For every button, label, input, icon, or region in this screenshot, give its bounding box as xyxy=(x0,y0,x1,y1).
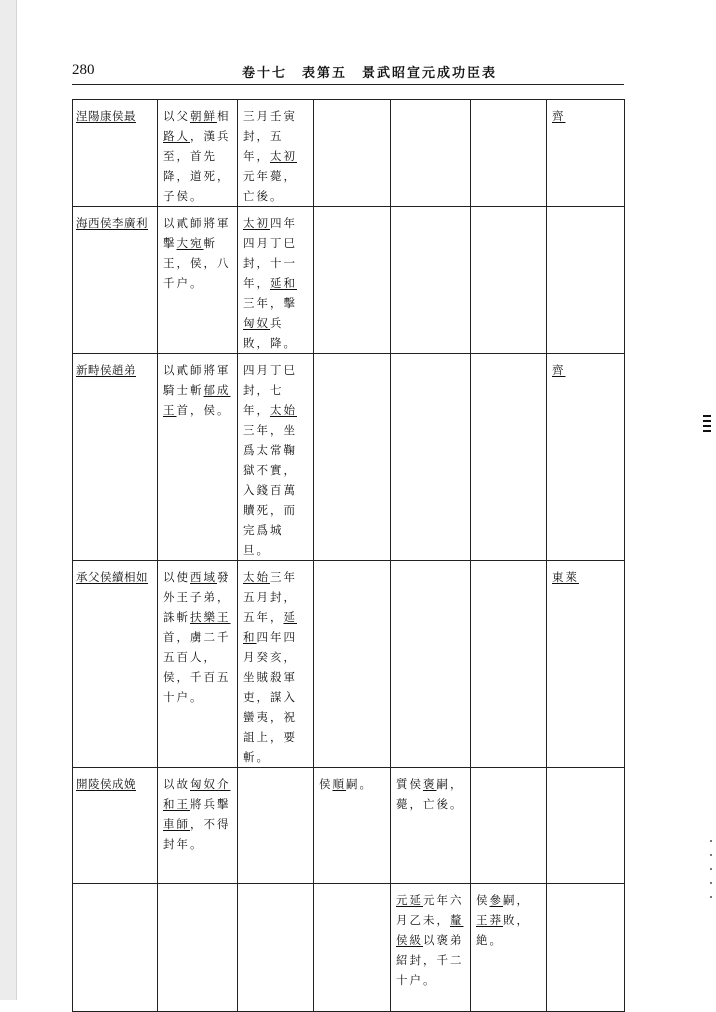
table-cell xyxy=(158,884,238,1012)
table-cell xyxy=(73,884,158,1012)
table-cell xyxy=(73,354,158,561)
cell-text: 敗，絶。 xyxy=(476,913,530,947)
cell-text: 以褒弟紹封，千二十户。 xyxy=(396,933,464,987)
table-body xyxy=(73,100,625,1012)
cell-text: 嗣。 xyxy=(346,777,373,791)
proper-noun: 郁成 xyxy=(203,383,231,397)
running-title: 卷十七 表第五 景武昭宣元成功臣表 xyxy=(242,66,498,81)
proper-noun: 涅陽康侯最 xyxy=(76,109,136,123)
table-cell xyxy=(391,100,471,207)
table-cell xyxy=(238,100,314,207)
table-cell xyxy=(238,354,314,561)
proper-noun: 路人 xyxy=(163,129,190,143)
header-rule xyxy=(72,84,624,85)
scan-edge-marks xyxy=(710,840,713,910)
table-row xyxy=(73,100,625,207)
cell-text: 斬王，侯，八千户。 xyxy=(163,236,231,290)
cell-text: 四年四月癸亥，坐賊殺軍吏，謀入蠻夷，祝詛上，要斬。 xyxy=(243,630,297,764)
nobility-table xyxy=(72,99,625,1012)
table-cell xyxy=(238,207,314,354)
proper-noun: 褒 xyxy=(423,777,437,791)
cell-text: 質侯 xyxy=(396,777,423,791)
table-cell xyxy=(158,768,238,884)
proper-noun: 齊 xyxy=(552,109,566,123)
table-cell xyxy=(547,884,625,1012)
table-cell xyxy=(391,354,471,561)
cell-text: 以貳師將軍擊 xyxy=(163,216,231,250)
table-cell xyxy=(158,100,238,207)
table-row xyxy=(73,354,625,561)
proper-noun: 介和王 xyxy=(163,777,231,811)
cell-text: 三月壬寅封，五年， xyxy=(243,109,297,163)
proper-noun: 大宛 xyxy=(176,236,204,250)
table-cell xyxy=(471,884,547,1012)
table-cell xyxy=(314,884,391,1012)
table-cell xyxy=(471,561,547,768)
proper-noun: 朝鮮 xyxy=(190,109,217,123)
cell-text: 三年五月封，五年， xyxy=(243,570,297,624)
proper-noun: 匈奴 xyxy=(243,316,270,330)
cell-text: 嗣， xyxy=(503,893,530,907)
proper-noun: 元延 xyxy=(396,893,423,907)
table-cell xyxy=(73,207,158,354)
cell-text: 三年，擊 xyxy=(243,296,297,310)
table-cell xyxy=(238,884,314,1012)
proper-noun: 王莽 xyxy=(476,913,503,927)
proper-noun: 延和 xyxy=(270,276,297,290)
proper-noun: 開陵侯 xyxy=(76,777,112,791)
table-cell xyxy=(314,561,391,768)
proper-noun: 續相如 xyxy=(112,570,148,584)
table-cell xyxy=(547,561,625,768)
table-cell xyxy=(73,100,158,207)
cell-text: 首，侯。 xyxy=(176,403,231,417)
table-cell xyxy=(238,768,314,884)
cell-text: 以貳師將軍騎士斬 xyxy=(163,363,231,397)
proper-noun: 趙弟 xyxy=(112,363,136,377)
page-number: 280 xyxy=(72,62,95,78)
proper-noun: 太初 xyxy=(243,216,270,230)
proper-noun: 齊 xyxy=(552,363,566,377)
proper-noun: 王 xyxy=(163,403,177,417)
proper-noun: 承父侯 xyxy=(76,570,112,584)
cell-text: 以使 xyxy=(163,570,190,584)
cell-text: 首，虜二千五百人，侯，千百五十户。 xyxy=(163,630,231,704)
table-row xyxy=(73,561,625,768)
cell-text: 侯 xyxy=(476,893,490,907)
proper-noun: 西域 xyxy=(190,570,217,584)
page-header xyxy=(72,62,624,82)
table-cell xyxy=(158,561,238,768)
proper-noun: 扶樂王 xyxy=(190,610,231,624)
proper-noun: 釐侯 xyxy=(396,913,464,947)
table-cell xyxy=(73,561,158,768)
margin-tab-mark xyxy=(703,415,711,435)
table-cell xyxy=(314,207,391,354)
proper-noun: 海西侯 xyxy=(76,216,112,230)
proper-noun: 李廣利 xyxy=(112,216,148,230)
cell-text: 四年四月丁巳封，十一年， xyxy=(243,216,297,290)
cell-text: 四月丁巳封，七年， xyxy=(243,363,297,417)
table-cell xyxy=(471,768,547,884)
cell-text: 元年六月乙未， xyxy=(396,893,464,927)
proper-noun: 級 xyxy=(409,933,423,947)
proper-noun: 太始 xyxy=(270,403,297,417)
scan-left-edge xyxy=(0,0,17,1000)
cell-text: 以故 xyxy=(163,777,190,791)
table-cell xyxy=(314,768,391,884)
table-cell xyxy=(314,100,391,207)
table-cell xyxy=(73,768,158,884)
cell-text: 侯 xyxy=(319,777,333,791)
proper-noun: 太初 xyxy=(270,149,297,163)
cell-text: 三年，坐爲太常鞠獄不實，入錢百萬贖死，而完爲城旦。 xyxy=(243,423,297,557)
table-cell xyxy=(471,100,547,207)
table-cell xyxy=(238,561,314,768)
table-cell xyxy=(471,207,547,354)
proper-noun: 太始 xyxy=(243,570,270,584)
proper-noun: 東萊 xyxy=(552,570,579,584)
proper-noun: 車師 xyxy=(163,817,190,831)
table-row xyxy=(73,768,625,884)
table-row xyxy=(73,884,625,1012)
table-cell xyxy=(314,354,391,561)
cell-text: 發外王子弟，誅斬 xyxy=(163,570,231,624)
proper-noun: 新畤侯 xyxy=(76,363,112,377)
cell-text: ，不得封年。 xyxy=(163,817,231,851)
table-cell xyxy=(547,100,625,207)
table-cell xyxy=(391,884,471,1012)
table-row xyxy=(73,207,625,354)
proper-noun: 匈奴 xyxy=(190,777,217,791)
table-cell xyxy=(547,207,625,354)
proper-noun: 成娩 xyxy=(112,777,136,791)
table-cell xyxy=(547,768,625,884)
table-cell xyxy=(391,768,471,884)
cell-text: 將兵擊 xyxy=(190,797,231,811)
cell-text: 相 xyxy=(217,109,231,123)
proper-noun: 順 xyxy=(332,777,346,791)
table-cell xyxy=(158,207,238,354)
cell-text: 嗣，薨，亡後。 xyxy=(396,777,464,811)
cell-text: 元年薨，亡後。 xyxy=(243,169,297,203)
proper-noun: 參 xyxy=(489,893,503,907)
table-cell xyxy=(391,207,471,354)
cell-text: 以父 xyxy=(163,109,190,123)
table-cell xyxy=(158,354,238,561)
proper-noun: 延和 xyxy=(243,610,297,644)
table-cell xyxy=(391,561,471,768)
cell-text: 兵敗，降。 xyxy=(243,316,297,350)
table-cell xyxy=(471,354,547,561)
table-cell xyxy=(547,354,625,561)
cell-text: ，漢兵至，首先降，道死，子侯。 xyxy=(163,129,231,203)
